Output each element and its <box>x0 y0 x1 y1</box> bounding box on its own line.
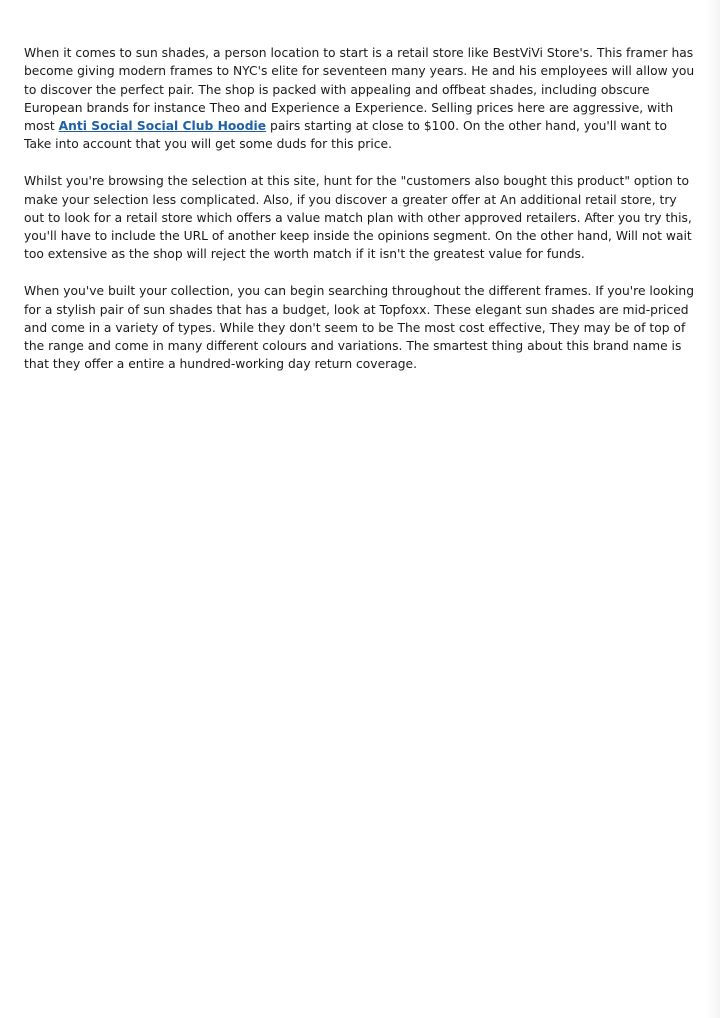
paragraph-3: When you've built your collection, you can begin searching throughout the different frames. If you're looking for a stylish pair of sun shades that has a budget, look at Topfoxx. These elegant sun shades are mid-priced and come in a variety of types. While they don't seem to be The most cost effective, They may be of top of the range and come in many different colours and variations. The smartest thing about this brand name is that they offer a entire a hundred-working day return coverage. <box>24 284 695 372</box>
paragraph-2: Whilst you're browsing the selection at this site, hunt for the "customers also bought this product" option to make your selection less complicated. Also, if you discover a greater offer at An additional retail store, try out to look for a retail store which offers a value match plan with other approved retailers. After you try this, you'll have to include the URL of another keep inside the opinions segment. On the other hand, Will not wait too extensive as the shop will reject the worth match if it isn't the greatest value for funds. <box>24 174 692 262</box>
anti-social-social-club-hoodie-link[interactable]: Anti Social Social Club Hoodie <box>58 119 267 134</box>
paragraph-1 <box>24 44 696 154</box>
article-body <box>24 44 696 374</box>
paragraph-1-text-before: When it comes to sun shades, a person location to start is a retail store like BestViVi Store's. This framer has become giving modern frames to NYC's elite for seventeen many years. He and his employees will allow you to discover the perfect pair. The shop is packed with appealing and offbeat shades, including obscure European brands for instance Theo and Experience a Experience. Selling prices here are aggressive, with most <box>24 46 695 134</box>
paragraph-1-text-after: pairs starting at close to $100. On the other hand, you'll want to Take into account that you will get some duds for this price. <box>24 119 668 152</box>
